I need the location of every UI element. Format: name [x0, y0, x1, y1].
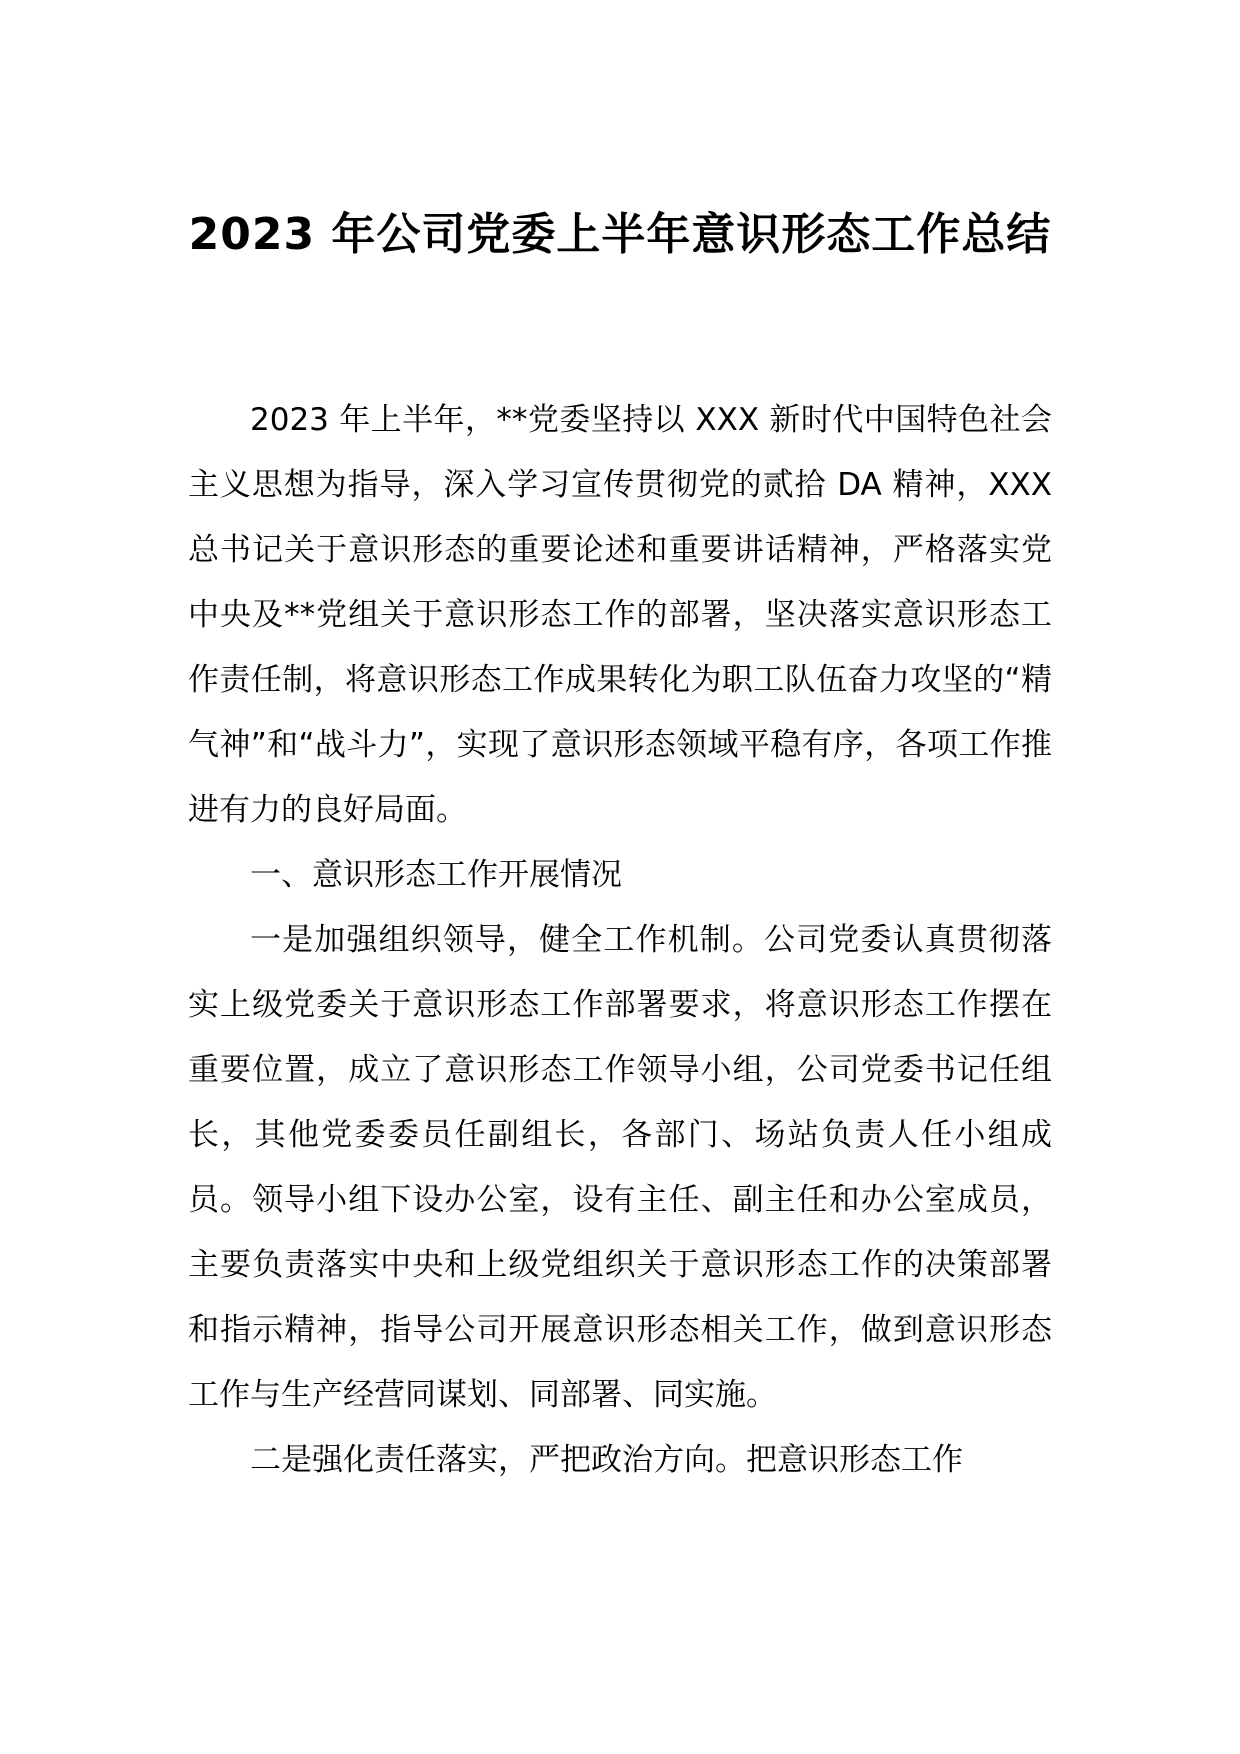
document-body — [188, 388, 1062, 1493]
intro-paragraph: 2023 年上半年，**党委坚持以 XXX 新时代中国特色社会主义思想为指导，深入学习宣传贯彻党的贰拾 DA 精神，XXX 总书记关于意识形态的重要论述和重要讲话精神，严格落实党中央及**党组关于意识形态工作的部署，坚决落实意识形态工作责任制，将意识形态工作成果转化为职工队伍奋力攻坚的“精气神”和“战斗力”，实现了意识形态领域平稳有序，各项工作推进有力的良好局面。 — [188, 402, 1062, 828]
body-paragraph: 一是加强组织领导，健全工作机制。公司党委认真贯彻落实上级党委关于意识形态工作部署要求，将意识形态工作摆在重要位置，成立了意识形态工作领导小组，公司党委书记任组长，其他党委委员任副组长，各部门、场站负责人任小组成员。领导小组下设办公室，设有主任、副主任和办公室成员，主要负责落实中央和上级党组织关于意识形态工作的决策部署和指示精神，指导公司开展意识形态相关工作，做到意识形态工作与生产经营同谋划、同部署、同实施。 — [188, 922, 1052, 1413]
body-paragraph: 二是强化责任落实，严把政治方向。把意识形态工作 — [250, 1442, 963, 1478]
document-title: 2023 年公司党委上半年意识形态工作总结 — [188, 209, 1052, 260]
section-heading: 一、意识形态工作开展情况 — [250, 857, 622, 893]
